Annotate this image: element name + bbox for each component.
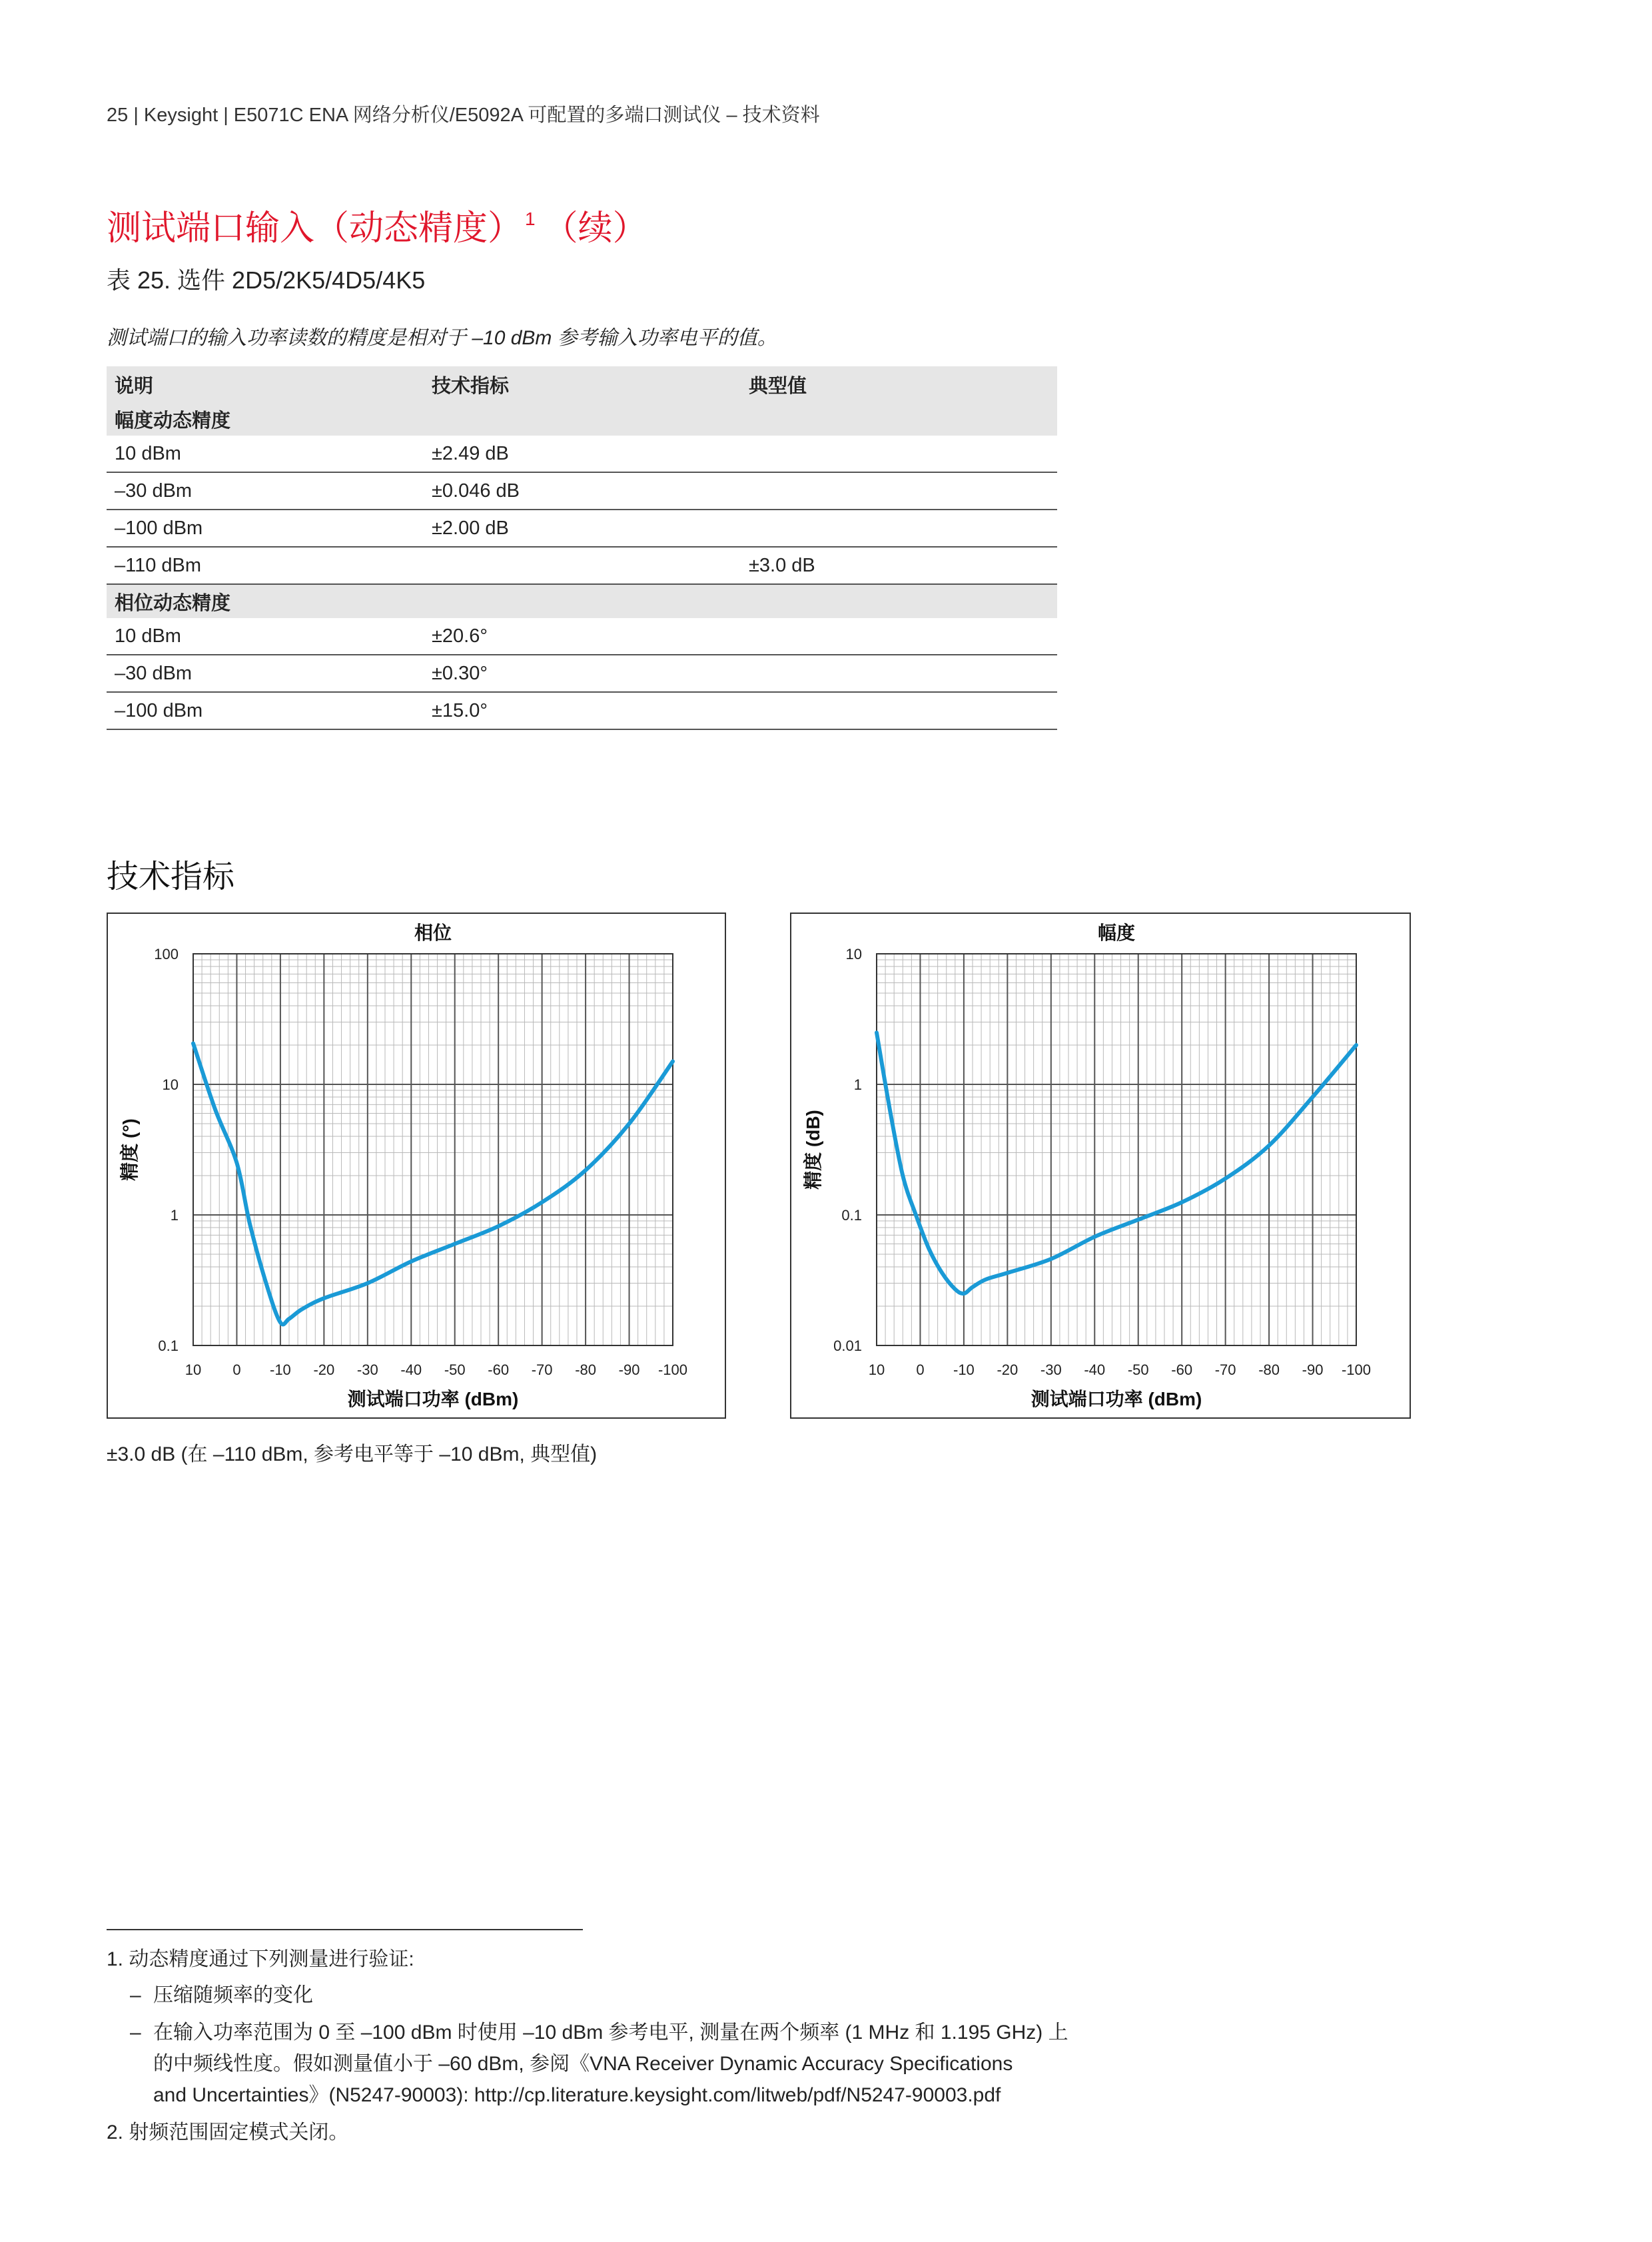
- phase-accuracy-chart: [108, 914, 725, 1417]
- y-tick-label: 10: [845, 946, 862, 962]
- table-row: [107, 655, 1057, 692]
- plot-area: [877, 954, 1356, 1345]
- table-cell: –30 dBm: [107, 655, 424, 692]
- table-cell: ±20.6°: [424, 618, 741, 655]
- footnote-1: 1. 动态精度通过下列测量进行验证:: [107, 1948, 414, 1970]
- x-tick-label: -60: [1171, 1361, 1193, 1378]
- table-caption: 表 25. 选件 2D5/2K5/4D5/4K5: [107, 266, 426, 294]
- footnote-1-item-text: 在输入功率范围为 0 至 –100 dBm 时使用 –10 dBm 参考电平, 测量在两个频率 (1 MHz 和 1.195 GHz) 上: [153, 2022, 1068, 2044]
- section-row: [107, 402, 1057, 436]
- x-tick-label: -30: [1040, 1361, 1062, 1378]
- table-row: [107, 618, 1057, 655]
- table-cell: [741, 692, 1057, 729]
- table-cell: ±3.0 dB: [741, 547, 1057, 584]
- footnote-1-item: [130, 2017, 1068, 2048]
- x-tick-label: -50: [1127, 1361, 1149, 1378]
- x-tick-label: -20: [997, 1361, 1019, 1378]
- x-tick-label: -60: [488, 1361, 510, 1378]
- phase-chart-frame: [107, 913, 726, 1419]
- chart-title: 相位: [414, 923, 452, 943]
- table-row: [107, 472, 1057, 510]
- table-cell: ±2.00 dB: [424, 510, 741, 547]
- y-tick-label: 10: [162, 1076, 179, 1093]
- y-tick-label: 0.01: [833, 1337, 862, 1354]
- table-cell: [741, 655, 1057, 692]
- footnote-1-item-continued: 的中频线性度。假如测量值小于 –60 dBm, 参阅《VNA Receiver Dynamic Accuracy Specifications: [153, 2053, 1013, 2075]
- header-cell: 典型值: [741, 366, 1057, 402]
- x-tick-label: -40: [1084, 1361, 1106, 1378]
- table-row: [107, 692, 1057, 729]
- table-row: [107, 547, 1057, 584]
- table-cell: –100 dBm: [107, 510, 424, 547]
- table-cell: [741, 436, 1057, 472]
- x-tick-label: -80: [575, 1361, 596, 1378]
- table-cell: –100 dBm: [107, 692, 424, 729]
- magnitude-accuracy-chart: [791, 914, 1410, 1417]
- x-tick-label: 0: [916, 1361, 925, 1378]
- y-axis-label: 精度 (dB): [803, 1110, 823, 1190]
- y-tick-label: 100: [154, 946, 179, 962]
- table-row: [107, 510, 1057, 547]
- x-tick-label: -100: [1341, 1361, 1372, 1378]
- x-axis-label: 测试端口功率 (dBm): [1031, 1389, 1202, 1409]
- y-tick-label: 1: [853, 1076, 862, 1093]
- footnote-1-item-link[interactable]: and Uncertainties》(N5247-90003): http://cp.literature.keysight.com/litweb/pdf/N5247-90003.pdf: [153, 2084, 1001, 2106]
- section-title-amplitude: 幅度动态精度: [107, 402, 1057, 436]
- x-axis-label: 测试端口功率 (dBm): [347, 1389, 519, 1409]
- y-tick-label: 0.1: [158, 1337, 179, 1354]
- page-title: [107, 200, 647, 250]
- table-cell: –110 dBm: [107, 547, 424, 584]
- list-dash: –: [130, 2022, 141, 2044]
- spec-table: [107, 366, 1057, 730]
- table-header-row: [107, 366, 1057, 402]
- list-dash: –: [130, 1984, 141, 2006]
- x-tick-label: -10: [953, 1361, 975, 1378]
- table-cell: 10 dBm: [107, 618, 424, 655]
- x-tick-label: -80: [1258, 1361, 1280, 1378]
- table-cell: [424, 547, 741, 584]
- table-cell: [741, 510, 1057, 547]
- y-tick-label: 1: [170, 1207, 179, 1224]
- y-axis-label: 精度 (°): [119, 1118, 140, 1181]
- x-tick-label: 10: [185, 1361, 202, 1378]
- table-cell: 10 dBm: [107, 436, 424, 472]
- header-cell: 技术指标: [424, 366, 741, 402]
- x-tick-label: -100: [657, 1361, 688, 1378]
- title-main: 测试端口输入（动态精度）: [107, 209, 523, 248]
- title-footnote-ref[interactable]: 1: [525, 208, 536, 229]
- footnote-2: 2. 射频范围固定模式关闭。: [107, 2121, 349, 2143]
- chart-caption: ±3.0 dB (在 –110 dBm, 参考电平等于 –10 dBm, 典型值): [107, 1443, 598, 1465]
- table-note: 测试端口的输入功率读数的精度是相对于 –10 dBm 参考输入功率电平的值。: [107, 327, 777, 349]
- x-tick-label: 10: [868, 1361, 885, 1378]
- section-row: [107, 584, 1057, 618]
- footnote-1-item-text: 压缩随频率的变化: [153, 1984, 313, 2006]
- x-tick-label: 0: [232, 1361, 241, 1378]
- header-cell: 说明: [107, 366, 424, 402]
- footnote-divider: [107, 1929, 583, 1930]
- x-tick-label: -20: [313, 1361, 335, 1378]
- x-tick-label: -10: [270, 1361, 291, 1378]
- table-cell: –30 dBm: [107, 472, 424, 510]
- x-tick-label: -70: [531, 1361, 553, 1378]
- table-cell: ±2.49 dB: [424, 436, 741, 472]
- table-cell: [741, 472, 1057, 510]
- section-title-phase: 相位动态精度: [107, 584, 1057, 618]
- table-cell: ±15.0°: [424, 692, 741, 729]
- x-tick-label: -30: [356, 1361, 378, 1378]
- x-tick-label: -90: [618, 1361, 640, 1378]
- x-tick-label: -50: [444, 1361, 466, 1378]
- y-tick-label: 0.1: [841, 1207, 862, 1224]
- section-heading: 技术指标: [107, 859, 235, 895]
- title-suffix: （续）: [543, 209, 647, 248]
- table-row: [107, 436, 1057, 472]
- table-cell: [741, 618, 1057, 655]
- table-cell: ±0.30°: [424, 655, 741, 692]
- x-tick-label: -70: [1214, 1361, 1236, 1378]
- x-tick-label: -90: [1302, 1361, 1324, 1378]
- page-header: 25 | Keysight | E5071C ENA 网络分析仪/E5092A 可配置的多端口测试仪 – 技术资料: [107, 105, 820, 126]
- magnitude-chart-frame: [790, 913, 1411, 1419]
- x-tick-label: -40: [400, 1361, 422, 1378]
- chart-title: 幅度: [1097, 923, 1136, 943]
- footnote-1-item: [130, 1980, 1062, 2011]
- table-cell: ±0.046 dB: [424, 472, 741, 510]
